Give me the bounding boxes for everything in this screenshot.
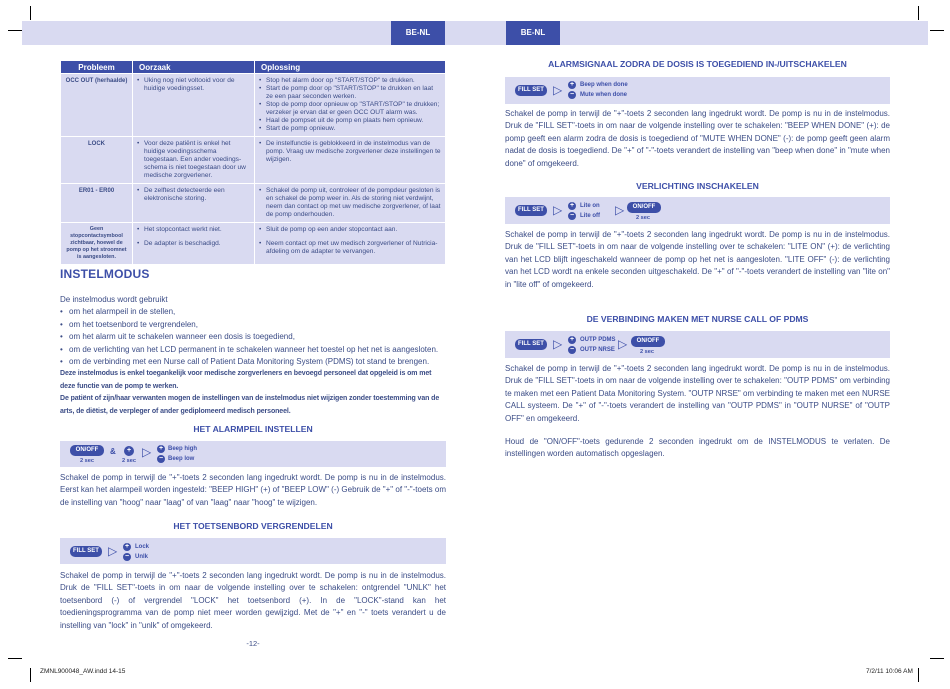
nursecall-exit-text: Houd de "ON/OFF"-toets gedurende 2 seconden ingedrukt om de INSTELMODUS te verlaten. De instellingen worden automatisch opgeslagen. [505, 437, 890, 459]
list-item: • om het alarm uit te schakelen wanneer een dosis is toegediend, [60, 331, 446, 343]
on-off-button: ON/OFF [627, 202, 661, 213]
duration-label: 2 sec [636, 215, 650, 221]
instelmodus-intro: De instelmodus wordt gebruikt [60, 295, 168, 304]
solution-cell [255, 223, 446, 265]
problem-cell: LOCK [61, 137, 133, 184]
fill-set-button: FILL SET [70, 546, 102, 557]
fill-set-button: FILL SET [515, 85, 547, 96]
toetsenbord-text: Schakel de pomp in terwijl de "+"-toets 2 seconden lang ingedrukt wordt. De pomp is nu in de instelmodus. Druk de "FILL SET"-toets in om naar de volgende instelling over te schakelen: ontgrendel "UNLK" het toetsenbord (-) of vergrendel "LOCK" het toetsenbord (+). In de "LOCK"-stand kan het toedieningsprogramma van de pomp niet meer worden gewijzigd. Met de "+" en "-" toets verandert u de instelling van "lock" in "unlk" of omgekeerd. [60, 571, 446, 630]
plus-icon: + [569, 202, 575, 209]
minus-icon: − [569, 212, 575, 219]
arrow-right-icon: ▷ [618, 337, 628, 351]
nursecall-text: Schakel de pomp in terwijl de "+"-toets 2 seconden lang ingedrukt wordt. De pomp is nu in de instelmodus. Druk de "FILL SET"-toets in om naar de volgende instelling over te schakelen: "OUTP PDMS" om verbinding te maken met een Patient Data Monitoring System. "OUTP NRSE" om verbinding te maken met een NURSE CALL systeem. De "+" of "-"-toets verandert de instelling van "OUTP PDMS" in "OUTP NURSE" of "OUTP OFF" en omgekeerd. [505, 364, 890, 423]
section-title-nursecall: DE VERBINDING MAKEN MET NURSE CALL OF PDMS [586, 314, 809, 324]
duration-label: 2 sec [640, 349, 654, 355]
option-unlock: Unlk [135, 554, 149, 560]
alarmsignaal-key-panel [505, 77, 890, 104]
language-tab-left: BE-NL [391, 21, 445, 45]
crop-mark [30, 6, 31, 20]
solution-item: • Start de pomp door op "START/STOP" te drukken en laat ze een paar seconden werken. [259, 85, 441, 101]
solution-item: • Start de pomp opnieuw. [259, 125, 441, 133]
crop-mark [930, 30, 944, 31]
option-lock: Lock [135, 544, 150, 550]
plus-icon: + [569, 336, 575, 343]
list-item: • om de verbinding met een Nurse call of Patient Data Monitoring System (PDMS) tot stand te brengen. [60, 356, 446, 368]
list-item: • om het alarmpeil in de stellen, [60, 306, 446, 318]
minus-icon: − [124, 553, 130, 560]
verlichting-text: Schakel de pomp in terwijl de "+"-toets 2 seconden lang ingedrukt wordt. De pomp is nu in de instelmodus. Druk de "FILL SET"-toets in om naar de volgende instelling over te schakelen: "LITE ON" (+): de verlichting van het LCD blijft ingeschakeld wanneer de pomp op het net is aangesloten. "LITE OFF" (-): de verlichting van het LCD wordt na enkele seconden uitgeschakeld. De "+" of "-"-toets verandert de instelling van "lite on" in "lite off" of omgekeerd. [505, 230, 890, 289]
cause-item: • De adapter is beschadigd. [137, 240, 250, 248]
duration-label: 2 sec [122, 458, 136, 464]
crop-mark [8, 30, 22, 31]
column-header: Oplossing [255, 61, 446, 74]
problem-cell: Geen stopcontactsymbool zichtbaar, hoewel de pomp op het stroomnet is aangesloten. [61, 223, 133, 265]
section-title-toetsenbord: HET TOETSENBORD VERGRENDELEN [173, 521, 333, 531]
solution-item: • De instelfunctie is geblokkeerd in de instelmodus van de pomp. Vraag uw medische zorgverlener deze instellingen te wijzigen. [259, 140, 441, 164]
cause-item: • Uking nog niet voltooid voor de huidige voedingsset. [137, 77, 250, 93]
alarmpeil-text: Schakel de pomp in terwijl de "+"-toets 2 seconden lang ingedrukt wordt. De pomp is nu in de instelmodus. Eerst kan het alarmpeil worden ingesteld: "BEEP HIGH" (+) of "BEEP LOW" (-) Gebruik de "+" of "-"-toets om de instelling van "hoog" naar "laag" of van "laag" naar "hoog" te wijzigen. [60, 473, 446, 507]
arrow-right-icon: ▷ [142, 445, 152, 459]
option-outp-nrse: OUTP NRSE [580, 347, 615, 353]
nursecall-key-panel [505, 331, 890, 358]
page-number: -12- [246, 639, 260, 648]
crop-mark [930, 658, 944, 659]
plus-key-icon: + [124, 446, 134, 456]
crop-mark [30, 668, 31, 682]
alarmsignaal-text: Schakel de pomp in terwijl de "+"-toets 2 seconden lang ingedrukt wordt. De pomp is nu in de instelmodus. Druk de "FILL SET"-toets in om naar de volgende instelling over te schakelen: "BEEP WHEN DONE" (+): de pomp geeft een alarm zodra de dosis is toegediend of "MUTE WHEN DONE" (-): de pomp geeft geen alarm nadat de dosis is toegediend. De "+" of "-"-toets verandert de instelling van "beep when done" in "mute when done" of omgekeerd. [505, 109, 890, 168]
list-item: • om de verlichting van het LCD permanent in te schakelen wanneer het toestel op het net is aangesloten. [60, 344, 446, 356]
instelmodus-bullets [60, 306, 446, 368]
toetsenbord-key-panel [60, 538, 446, 564]
table-header-row [61, 61, 446, 74]
minus-icon: − [158, 455, 164, 462]
plus-icon: + [158, 445, 164, 452]
arrow-right-icon: ▷ [615, 203, 625, 217]
problem-cell: ER01 - ER00 [61, 184, 133, 223]
arrow-right-icon: ▷ [553, 337, 563, 351]
cause-item: • Het stopcontact werkt niet. [137, 226, 250, 234]
plus-icon: + [569, 81, 575, 88]
list-item: • om het toetsenbord te vergrendelen, [60, 319, 446, 331]
option-outp-pdms: OUTP PDMS [580, 337, 616, 343]
solution-item: • Stop het alarm door op "START/STOP" te drukken. [259, 77, 441, 85]
solution-item: • Neem contact op met uw medisch zorgverlener of Nutricia-afdeling om de adapter te vervangen. [259, 240, 441, 256]
crop-mark [8, 658, 22, 659]
cause-item: • De zelftest detecteerde een elektronische storing. [137, 187, 250, 203]
fill-set-button: FILL SET [515, 339, 547, 350]
arrow-right-icon: ▷ [553, 83, 563, 97]
option-beep-high: Beep high [168, 446, 198, 452]
option-lite-off: Lite off [580, 213, 600, 219]
solution-cell [255, 184, 446, 223]
troubleshooting-table [60, 60, 446, 265]
solution-item: • Stop de pomp door opnieuw op "START/STOP" te drukken; verzeker je ervan dat er geen OCC OUT alarm was. [259, 101, 441, 117]
header-band [22, 21, 928, 45]
on-off-button: ON/OFF [631, 336, 665, 347]
table-row [61, 223, 446, 265]
column-header: Oorzaak [133, 61, 255, 74]
solution-item: • Schakel de pomp uit, controleer of de pompdeur gesloten is en schakel de pomp weer in. Als de storing niet verdwijnt, neem dan contact op met uw medische zorgverlener, of laat de pomp onderhouden. [259, 187, 441, 219]
table-row [61, 74, 446, 137]
instelmodus-note: Deze instelmodus is enkel toegankelijk voor medische zorgverleners en bevoegd personeel dat opgeleid is om met deze functie van de pomp te werken. [60, 370, 432, 390]
section-title-instelmodus: INSTELMODUS [60, 267, 150, 281]
section-title-alarmpeil: HET ALARMPEIL INSTELLEN [193, 424, 313, 434]
plus-icon: + [124, 543, 130, 550]
duration-label: 2 sec [80, 458, 94, 464]
cause-cell [133, 137, 255, 184]
arrow-right-icon: ▷ [108, 544, 118, 558]
crop-mark [918, 6, 919, 20]
table-row [61, 184, 446, 223]
crop-mark [918, 668, 919, 682]
arrow-right-icon: ▷ [553, 203, 563, 217]
minus-icon: − [569, 346, 575, 353]
option-mute-when-done: Mute when done [580, 92, 627, 98]
fill-set-button: FILL SET [515, 205, 547, 216]
instelmodus-body [60, 294, 446, 418]
section-title-verlichting: VERLICHTING INSCHAKELEN [636, 181, 759, 191]
table-row [61, 137, 446, 184]
minus-icon: − [569, 91, 575, 98]
problem-cell: OCC OUT (herhaalde) [61, 74, 133, 137]
solution-item: • Sluit de pomp op een ander stopcontact aan. [259, 226, 441, 234]
alarmpeil-key-panel [60, 441, 446, 467]
footer-timestamp: 7/2/11 10:06 AM [866, 668, 913, 675]
solution-item: • Haal de pompset uit de pomp en plaats hem opnieuw. [259, 117, 441, 125]
verlichting-key-panel [505, 197, 890, 224]
cause-item: • Voor deze patiënt is enkel het huidige voedingsschema toegestaan. Een ander voedings-schema is niet toegestaan door uw medische zorgverlener. [137, 140, 250, 180]
option-lite-on: Lite on [580, 203, 600, 209]
section-title-alarmsignaal: ALARMSIGNAAL ZODRA DE DOSIS IS TOEGEDIEND IN-/UITSCHAKELEN [548, 59, 847, 69]
language-tab-right: BE-NL [506, 21, 560, 45]
cause-cell [133, 74, 255, 137]
solution-cell [255, 74, 446, 137]
cause-cell [133, 223, 255, 265]
option-beep-when-done: Beep when done [580, 82, 628, 88]
instelmodus-warning: De patiënt of zijn/haar verwanten mogen de instellingen van de instelmodus niet wijzigen zonder toestemming van de arts, de diëtist, de verpleger of ander gediplomeerd medisch personeel. [60, 395, 440, 415]
on-off-button: ON/OFF [70, 445, 104, 456]
column-header: Probleem [61, 61, 133, 74]
option-beep-low: Beep low [168, 456, 195, 462]
ampersand: & [110, 447, 116, 456]
footer-file-name: ZMNL900048_AW.indd 14-15 [40, 668, 126, 675]
solution-cell [255, 137, 446, 184]
cause-cell [133, 184, 255, 223]
